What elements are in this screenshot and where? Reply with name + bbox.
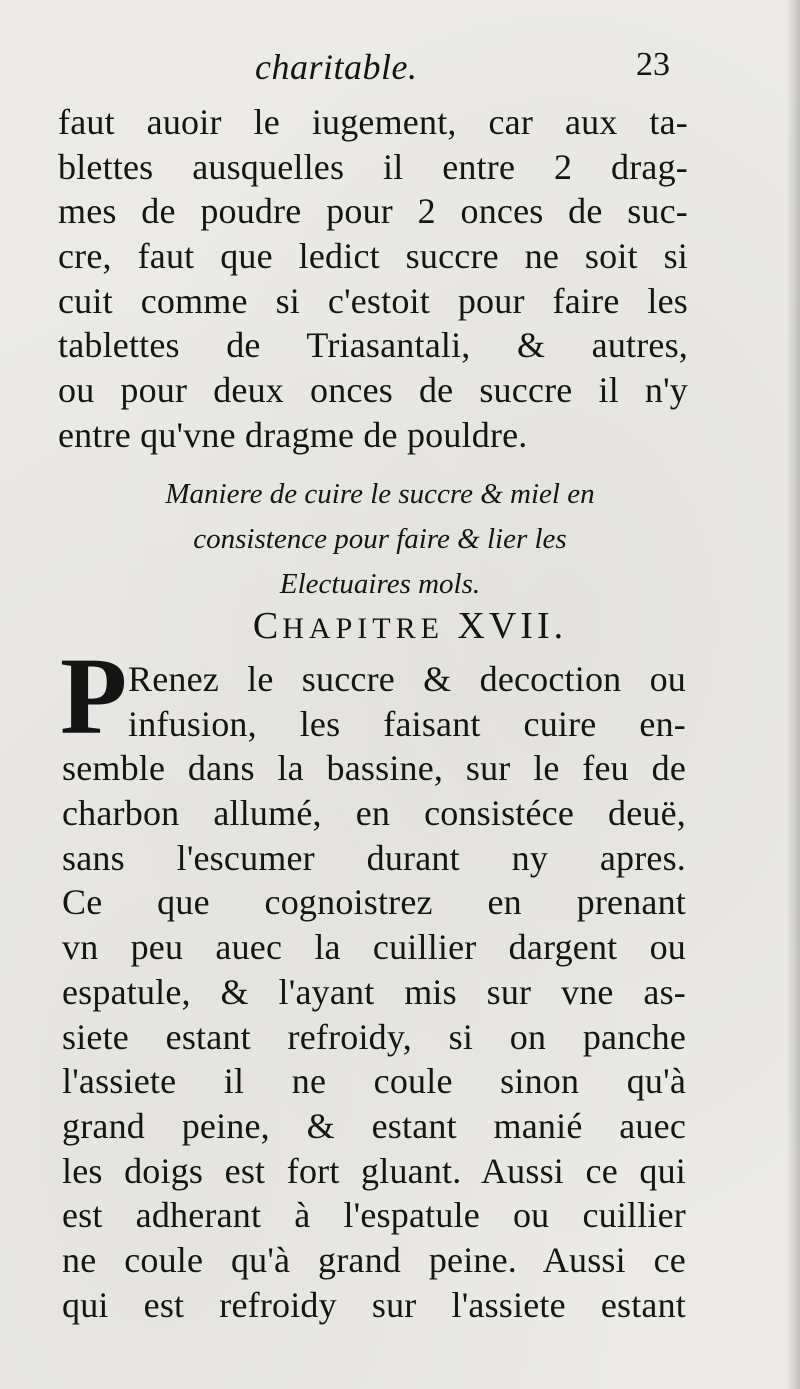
paragraph-main <box>62 657 686 1327</box>
text-line: semble dans la bassine, sur le feu de <box>62 748 686 789</box>
paragraph-top <box>58 100 688 458</box>
text-line: faut auoir le iugement, car aux ta- <box>58 102 688 142</box>
chapter-label-initial: C <box>252 605 283 647</box>
text-line: charbon allumé, en consistéce deuë, <box>62 793 686 834</box>
text-line: sans l'escumer durant ny apres. <box>62 837 686 878</box>
text-line: qui est refroidy sur l'assiete estant <box>62 1284 686 1325</box>
text-line: entre qu'vne dragme de pouldre. <box>58 414 528 455</box>
text-line: Ce que cognoistrez en prenant <box>62 882 686 923</box>
section-title-line: Electuaires mols. <box>279 568 481 600</box>
section-title-line: Maniere de cuire le succre & miel en <box>165 478 595 510</box>
section-title <box>80 472 680 607</box>
text-line: l'assiete il ne coule sinon qu'à <box>62 1061 686 1102</box>
page-number: 23 <box>636 46 670 83</box>
text-line: espatule, & l'ayant mis sur vne as- <box>62 971 686 1012</box>
section-title-line: consistence pour faire & lier les <box>193 523 567 555</box>
text-line: mes de poudre pour 2 onces de suc- <box>58 191 688 232</box>
text-line: infusion, les faisant cuire en- <box>128 703 686 744</box>
chapter-label: HAPITRE <box>282 612 444 645</box>
running-title: charitable. <box>255 47 418 87</box>
text-line: tablettes de Triasantali, & autres, <box>58 325 688 366</box>
drop-cap: P <box>60 635 128 757</box>
text-line: ne coule qu'à grand peine. Aussi ce <box>62 1239 686 1280</box>
page-edge-shadow <box>786 0 800 1389</box>
page-header <box>0 40 800 100</box>
text-line: est adherant à l'espatule ou cuillier <box>62 1195 686 1236</box>
text-line: cre, faut que ledict succre ne soit si <box>58 236 688 277</box>
text-line: grand peine, & estant manié auec <box>62 1105 686 1146</box>
text-line: ou pour deux onces de succre il n'y <box>58 370 688 411</box>
text-line: les doigs est fort gluant. Aussi ce qui <box>62 1150 686 1191</box>
text-line: siete estant refroidy, si on panche <box>62 1016 686 1057</box>
chapter-numeral: XVII. <box>457 605 568 647</box>
text-line: blettes ausquelles il entre 2 drag- <box>58 146 688 187</box>
text-line: vn peu auec la cuillier dargent ou <box>62 927 686 968</box>
text-line: Renez le succre & decoction ou <box>128 659 686 699</box>
text-line: cuit comme si c'estoit pour faire les <box>58 280 688 321</box>
